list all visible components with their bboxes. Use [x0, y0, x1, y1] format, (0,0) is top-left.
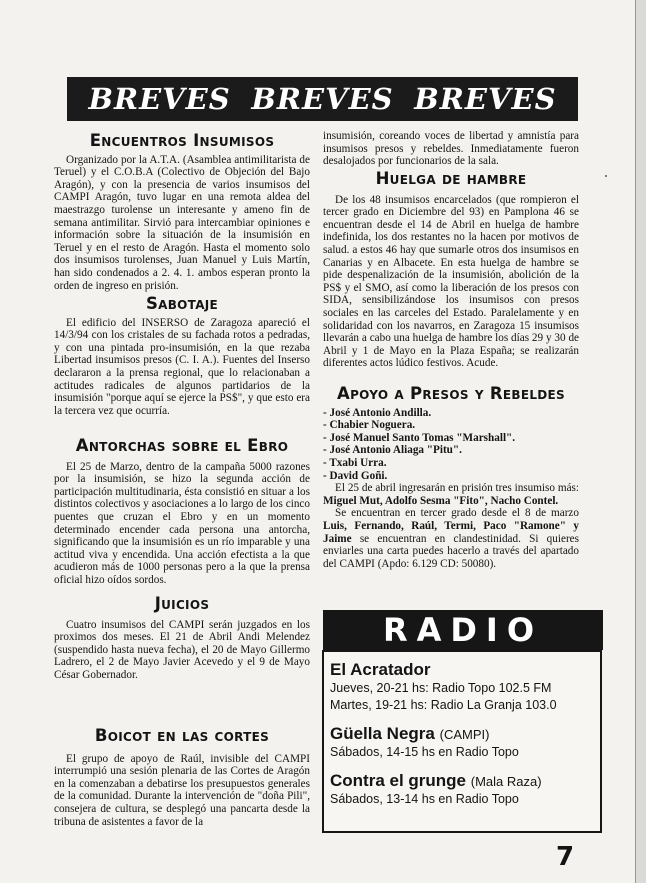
- section-title: Encuentros Insumisos: [89, 131, 275, 150]
- apoyo-paragraph-2: [323, 507, 579, 570]
- boicot-continuation: [323, 130, 579, 168]
- section-antorchas: [54, 436, 310, 587]
- radio-station: [330, 660, 594, 714]
- section-body: El grupo de apoyo de Raúl, invisible del CAMPI interrumpió una sesión plenaria de las Cortes de Aragón en la comenzaban a debatirse los presupuestos generales de la comunidad. Durante la intervención de "doña Pili", consejera de cultura, se desplegó una pancarta desde la tribuna de asistentes a favor de la: [54, 752, 310, 828]
- section-body: El 25 de Marzo, dentro de la campaña 5000 razones por la insumisión, se hizo la segunda acción de participación multitudinaria, ésta consistió en situar a los distintos colectivos y asociaciones a lo largo de los cinco puentes que cruzan el Ebro y en un momento determinado encender cada persona una antorcha, significando que la insumisión es un río imparable y una actitud viva y encendida. Una acción efectista a la que acudieron más de 1000 personas pero a la que la prensa oficial hizo oídos sordos.: [54, 460, 310, 586]
- station-schedule: Martes, 19-21 hs: Radio La Granja 103.0: [330, 698, 557, 712]
- section-title: Antorchas sobre el Ebro: [75, 436, 289, 455]
- prisoner-list: [323, 407, 579, 483]
- station-tag: (Mala Raza): [470, 774, 542, 789]
- list-item: - David Goñi.: [323, 469, 388, 482]
- station-name: El Acratador: [330, 660, 431, 679]
- radio-title: RADIO: [323, 610, 603, 650]
- section-title: Huelga de hambre: [375, 169, 527, 188]
- station-name: Contra el grunge: [330, 771, 467, 790]
- list-item: - José Antonio Aliaga "Pitu".: [323, 444, 462, 457]
- banner-word: BREVES: [251, 82, 394, 116]
- apoyo-names-bold: Luis, Fernando, Raúl, Termi, Paco "Ramone" y Jaime: [323, 519, 579, 545]
- section-body: Organizado por la A.T.A. (Asamblea antimilitarista de Teruel) y el C.O.B.A (Colectivo de Objeción del Bajo Aragón), y con la presencia de varios insumisos del CAMPI Aragón, tuvo lugar en una remota aldea del maestrazgo turolense un interesante y ameno fin de semana antimilitar. Sirvió para intercambiar opiniones e información sobre la situación de la insumisión en Teruel y en el resto de Aragón. Hasta el momento solo dos insumisos turolenses, Juan Manuel y Luis Martín, han sido condenados a 2. 4. 1. ambos esperan pronto la orden de ingreso en prisión.: [54, 153, 310, 292]
- section-title: Apoyo a Presos y Rebeldes: [337, 384, 565, 403]
- section-encuentros: [54, 131, 310, 292]
- station-tag: (CAMPI): [439, 727, 490, 742]
- section-apoyo: [323, 384, 579, 570]
- apoyo-names-bold: Miguel Mut, Adolfo Sesma "Fito", Nacho Contel.: [323, 494, 559, 507]
- section-sabotaje: [54, 294, 310, 417]
- banner-word: BREVES: [414, 82, 557, 116]
- radio-station: [330, 724, 594, 761]
- station-schedule: Sábados, 14-15 hs en Radio Topo: [330, 745, 519, 759]
- section-huelga: [323, 169, 579, 370]
- section-body: De los 48 insumisos encarcelados (que rompieron el tercer grado en Diciembre del 93) en Pamplona 46 se encuentran desde el 14 de Abril en huelga de hambre indefinida, los dos restantes no la hacen por motivos de salud. a estos 46 hay que sumarle otros dos insumisos en Canarias y en Albacete. En esta huelga de hambre se pide despenalización de la insumisión, abolición de la PS$ y el SMO, así como la liberación de los presos con SIDA, sensibilizándose los insumisos con presos sociales en las carceles del Estado. Paralelamente y en solidaridad con los navarros, en Zaragoza 15 insumisos llevarán a cabo una huelga de hambre los días 29 y 30 de Abril y 1 de Mayo en la Plaza España; se realizarán diferentes actos lúdico festivos. Acude.: [323, 193, 579, 370]
- section-body: insumisión, coreando voces de libertad y amnistía para insumisos presos y rebeldes. Inmediatamente fueron desalojados por funcionarios de la sala.: [323, 130, 579, 168]
- station-schedule: Jueves, 20-21 hs: Radio Topo 102.5 FM: [330, 681, 552, 695]
- section-title: Sabotaje: [145, 294, 219, 313]
- station-schedule: Sábados, 13-14 hs en Radio Topo: [330, 792, 519, 806]
- radio-station: [330, 771, 594, 808]
- section-title: Boicot en las cortes: [94, 726, 270, 745]
- banner-word: BREVES: [88, 82, 231, 116]
- breves-banner: [67, 77, 578, 121]
- station-name: Güella Negra: [330, 724, 435, 743]
- section-boicot: [54, 726, 310, 828]
- apoyo-text: se encuentran en clandestinidad. Si quieres enviarles una carta puedes hacerlo a través del apartado del CAMPI (Apdo: 6.129 CD: 50080).: [323, 532, 579, 570]
- section-body: Cuatro insumisos del CAMPI serán juzgados en los proximos dos meses. El 21 de Abril Andi Melendez (suspendido hasta nueva fecha), el 20 de Mayo Gillermo Ladrero, el 2 de Mayo Javier Acevedo y el 9 de Mayo César Gobernador.: [54, 618, 310, 681]
- radio-schedule-box: [322, 650, 602, 833]
- section-juicios: [54, 594, 310, 682]
- section-body: El edificio del INSERSO de Zaragoza apareció el 14/3/94 con los cristales de su fachada rotos a pedradas, y con una pintada pro-insumisión, en la que rezaba Libertad insumisos presos (C. I. A.). Fuentes del Inserso declararon a la prensa regional, que lo relacionaban a actitudes radicales de algunos partidarios de la insumisión "porque aquí se ejerce la PS$", y que esto era la tercera vez que ocurría.: [54, 316, 310, 417]
- list-item: - Txabi Urra.: [323, 456, 387, 469]
- page-edge: [635, 0, 646, 883]
- list-item: - Chabier Noguera.: [323, 419, 416, 432]
- apoyo-text: Se encuentran en tercer grado desde el 8 de marzo: [335, 507, 579, 520]
- page-number: 7: [556, 842, 575, 872]
- section-title: Juicios: [154, 594, 210, 613]
- print-speck: [605, 175, 607, 177]
- list-item: - José Manuel Santo Tomas "Marshall".: [323, 431, 516, 444]
- list-item: - José Antonio Andilla.: [323, 406, 432, 419]
- apoyo-text: El 25 de abril ingresarán en prisión tres insumiso más:: [335, 482, 579, 495]
- apoyo-paragraph-1: [323, 482, 579, 507]
